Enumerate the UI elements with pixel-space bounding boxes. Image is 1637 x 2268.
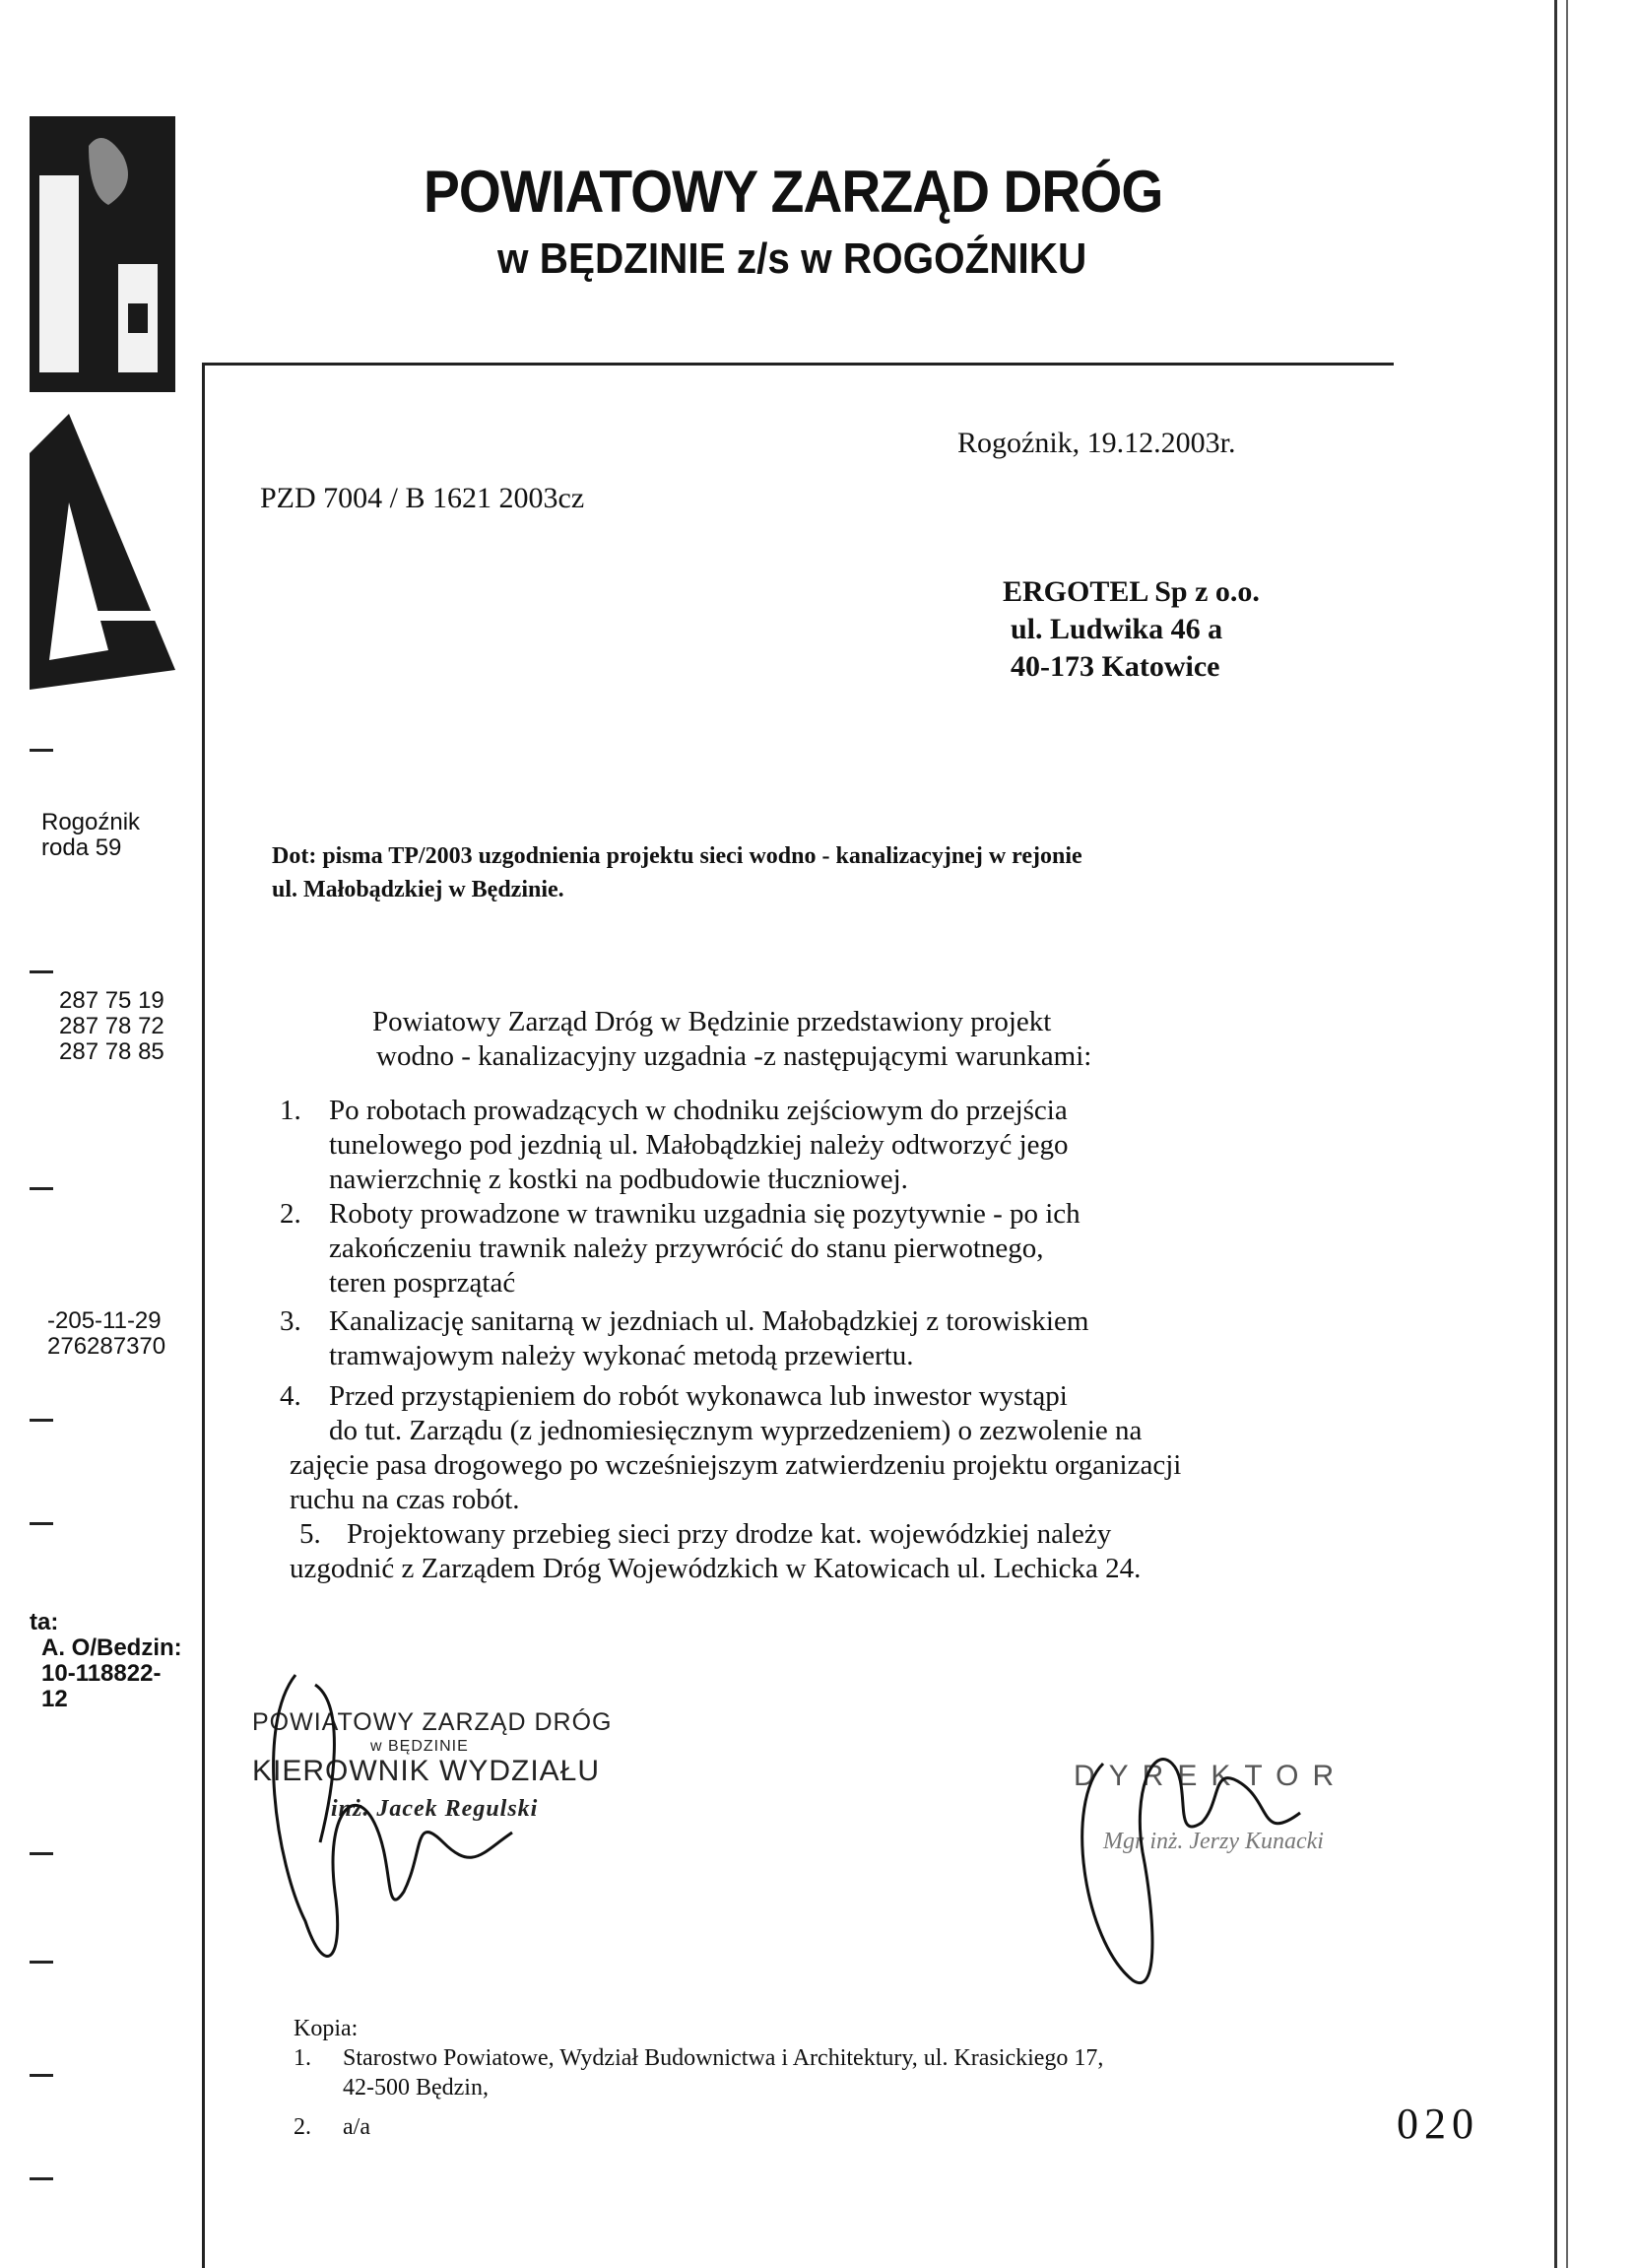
- intro-line: wodno - kanalizacyjny uzgadnia -z następującymi warunkami:: [376, 1040, 1092, 1072]
- margin-dash: [30, 1187, 53, 1190]
- page-number: 020: [1397, 2100, 1479, 2148]
- pzd-triangle-logo: [30, 414, 175, 690]
- condition-number: 1.: [280, 1095, 301, 1126]
- condition-line: Roboty prowadzone w trawniku uzgadnia się pozytywnie - po ich: [329, 1198, 1080, 1230]
- margin-dash: [30, 1522, 53, 1525]
- sidebar-bank-line: 10-118822-: [41, 1660, 162, 1687]
- copy-line: a/a: [343, 2114, 370, 2140]
- subject-line: Dot: pisma TP/2003 uzgodnienia projektu sieci wodno - kanalizacyjnej w rejonie: [272, 843, 1082, 869]
- condition-number: 3.: [280, 1305, 301, 1337]
- margin-dash: [30, 1961, 53, 1964]
- margin-dash: [30, 2177, 53, 2180]
- margin-dash: [30, 2074, 53, 2077]
- recipient-line: ul. Ludwika 46 a: [1011, 613, 1223, 645]
- condition-item: [280, 1379, 1383, 1448]
- sidebar-bank: [30, 1610, 182, 1712]
- sidebar-address: [41, 810, 140, 861]
- letterhead-subtitle: w BĘDZINIE z/s w ROGOŹNIKU: [497, 234, 1087, 283]
- condition-line: nawierzchnię z kostki na podbudowie tłuczniowej.: [329, 1164, 908, 1195]
- left-signature: [227, 1665, 621, 2020]
- subject-line: ul. Małobądzkiej w Będzinie.: [272, 877, 564, 902]
- letter-subject: [272, 839, 1082, 906]
- condition-line: uzgodnić z Zarządem Dróg Wojewódzkich w Katowicach ul. Lechicka 24.: [290, 1553, 1142, 1584]
- letter-date: Rogoźnik, 19.12.2003r.: [957, 427, 1236, 459]
- condition-line: tunelowego pod jezdnią ul. Małobądzkiej należy odtworzyć jego: [329, 1129, 1069, 1161]
- copy-line: 42-500 Będzin,: [343, 2075, 489, 2101]
- condition-number: 5.: [299, 1518, 321, 1550]
- stamp-line: POWIATOWY ZARZĄD DRÓG: [252, 1708, 613, 1736]
- copy-item: [294, 2043, 1103, 2102]
- margin-dash: [30, 1852, 53, 1855]
- recipient-address: [1003, 573, 1260, 686]
- conditions-list: [280, 1094, 1383, 1586]
- sidebar-bank-line: 12: [41, 1686, 68, 1712]
- condition-item: [280, 1094, 1383, 1197]
- condition-line: Przed przystąpieniem do robót wykonawca lub inwestor wystąpi: [329, 1380, 1068, 1412]
- condition-item: [280, 1304, 1383, 1373]
- sidebar-bank-line: ta:: [30, 1609, 59, 1635]
- copy-number: 2.: [294, 2114, 311, 2140]
- director-stamp: DYREKTOR: [1074, 1760, 1348, 1792]
- recipient-line: ERGOTEL Sp z o.o.: [1003, 575, 1260, 608]
- condition-number: 2.: [280, 1198, 301, 1230]
- sidebar-phone: 287 78 85: [59, 1038, 164, 1065]
- margin-dash: [30, 749, 53, 752]
- condition-line: Kanalizację sanitarną w jezdniach ul. Małobądzkiej z torowiskiem: [329, 1305, 1089, 1337]
- copy-line: Starostwo Powiatowe, Wydział Budownictwa i Architektury, ul. Krasickiego 17,: [343, 2045, 1104, 2071]
- copies-label: Kopia:: [294, 2016, 359, 2041]
- condition-line: Po robotach prowadzących w chodniku zejściowym do przejścia: [329, 1095, 1068, 1126]
- letter-intro: [372, 1005, 1091, 1074]
- sidebar-phones: [59, 988, 164, 1065]
- condition-number: 4.: [280, 1380, 301, 1412]
- condition-line: tramwajowym należy wykonać metodą przewiertu.: [329, 1340, 914, 1371]
- condition-line: teren posprzątać: [329, 1267, 516, 1299]
- stamp-line: KIEROWNIK WYDZIAŁU: [252, 1755, 601, 1787]
- sidebar-address-line: roda 59: [41, 834, 122, 861]
- intro-line: Powiatowy Zarząd Dróg w Będzinie przedstawiony projekt: [372, 1006, 1052, 1037]
- condition-line: zajęcie pasa drogowego po wcześniejszym zatwierdzeniu projektu organizacji: [290, 1449, 1182, 1481]
- sidebar-address-line: Rogoźnik: [41, 809, 141, 835]
- page-edge-rule-2: [1566, 0, 1568, 2268]
- margin-dash: [30, 1419, 53, 1422]
- copy-number: 1.: [294, 2045, 311, 2071]
- page-edge-rule: [1554, 0, 1557, 2268]
- coat-of-arms-logo: [30, 116, 175, 392]
- letter-reference: PZD 7004 / B 1621 2003cz: [260, 482, 585, 514]
- sidebar-id: 276287370: [47, 1333, 166, 1360]
- letterhead-title: POWIATOWY ZARZĄD DRÓG: [424, 159, 1163, 225]
- right-signature: [1044, 1704, 1340, 2000]
- condition-line: Projektowany przebieg sieci przy drodze kat. wojewódzkiej należy: [347, 1518, 1112, 1550]
- margin-rule: [202, 363, 205, 2268]
- stamp-line: w BĘDZINIE: [370, 1738, 469, 1755]
- copies-section: [294, 2014, 1103, 2142]
- sidebar-phone: 287 78 72: [59, 1013, 164, 1039]
- header-rule: [202, 363, 1394, 366]
- copy-item: [294, 2112, 1103, 2142]
- sidebar-phone: 287 75 19: [59, 987, 164, 1014]
- margin-dash: [30, 970, 53, 973]
- director-name: Mgr inż. Jerzy Kunacki: [1103, 1829, 1324, 1854]
- condition-item: [299, 1517, 1383, 1552]
- condition-line: ruchu na czas robót.: [290, 1484, 520, 1515]
- sidebar-ids: [47, 1308, 165, 1360]
- condition-line: zakończeniu trawnik należy przywrócić do stanu pierwotnego,: [329, 1233, 1044, 1264]
- condition-item: [280, 1197, 1383, 1301]
- recipient-line: 40-173 Katowice: [1011, 650, 1220, 683]
- stamp-line: inż. Jacek Regulski: [331, 1796, 539, 1822]
- condition-line: do tut. Zarządu (z jednomiesięcznym wyprzedzeniem) o zezwolenie na: [329, 1415, 1143, 1446]
- sidebar-bank-line: A. O/Bedzin:: [41, 1634, 182, 1661]
- sidebar-id: -205-11-29: [47, 1307, 162, 1334]
